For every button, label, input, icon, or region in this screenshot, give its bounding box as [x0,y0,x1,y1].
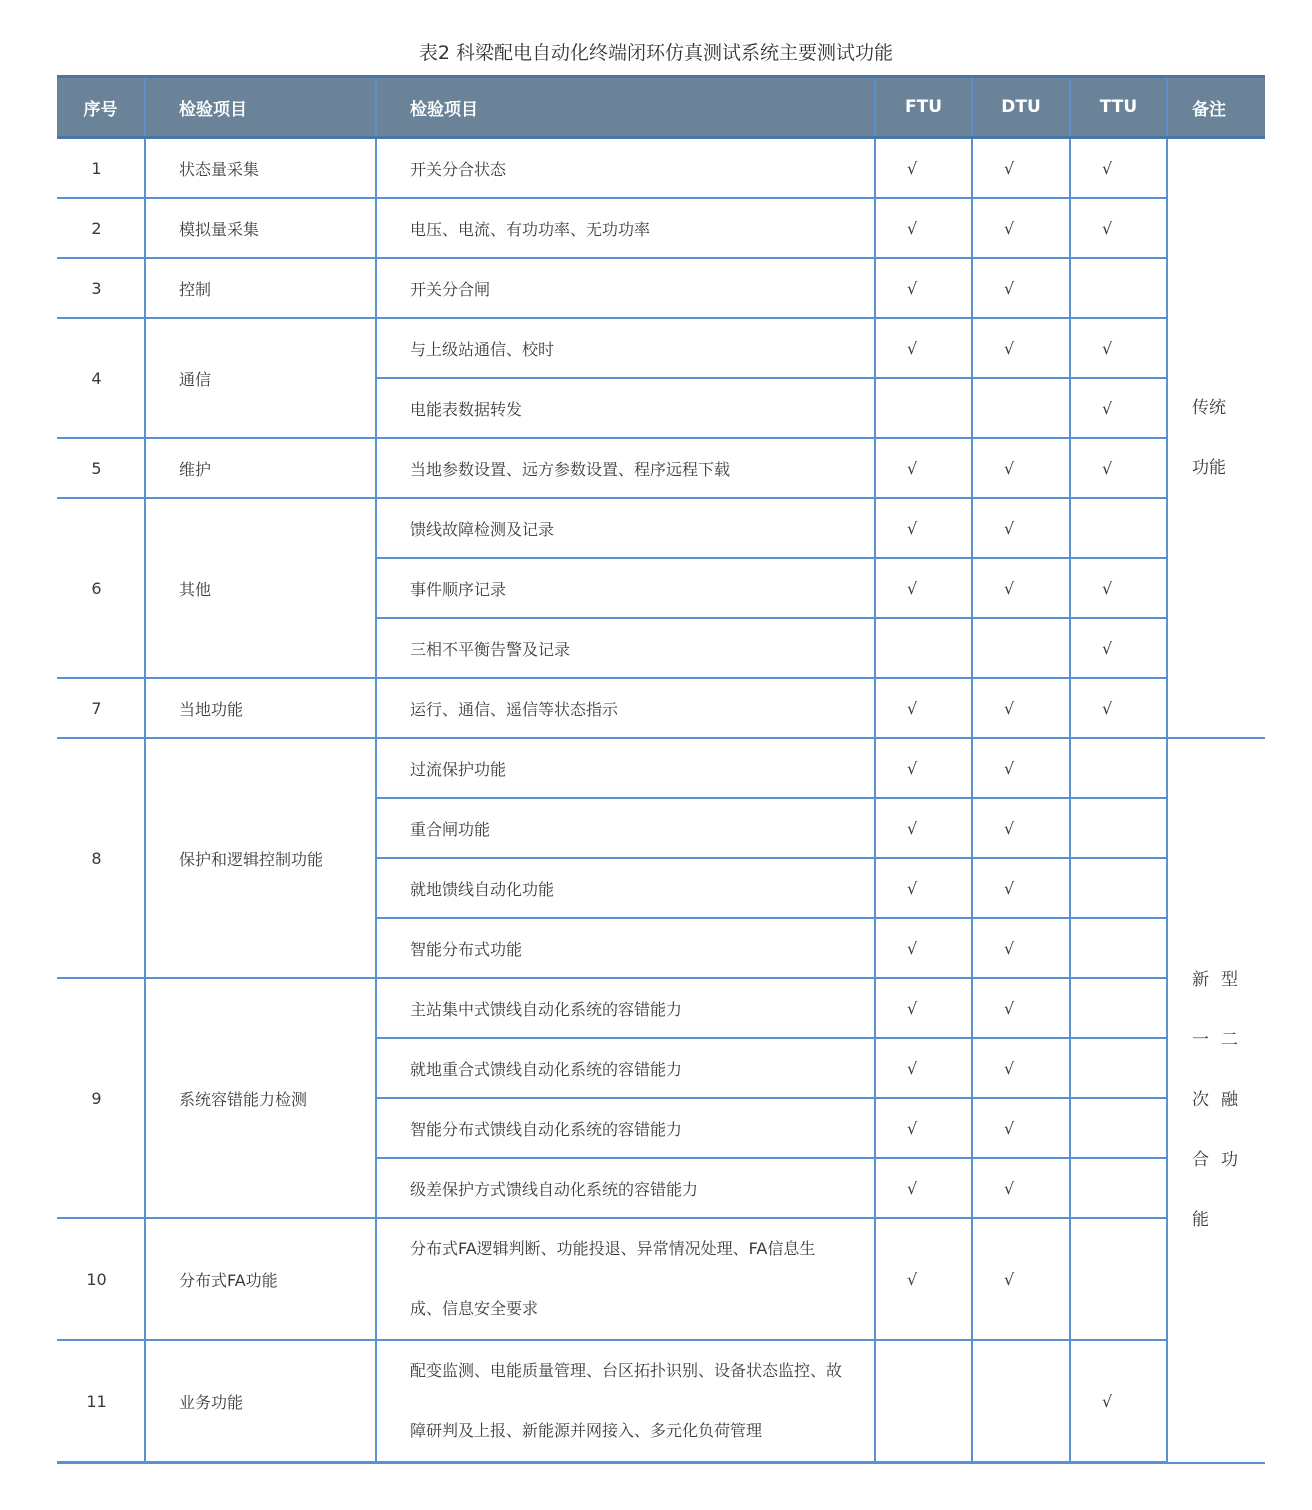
row-item: 通信 [145,318,376,438]
check-dtu: √ [972,1098,1070,1158]
check-ftu [875,378,972,438]
row-id: 9 [57,978,145,1218]
row-item: 业务功能 [145,1340,376,1463]
remark-line: 合功 [1192,1150,1250,1171]
table-row [57,978,1265,1038]
check-dtu: √ [972,558,1070,618]
header-remark: 备注 [1167,77,1265,138]
row-id: 4 [57,318,145,438]
check-ftu: √ [875,1218,972,1340]
row-detail: 与上级站通信、校时 [376,318,875,378]
remark-line: 次融 [1192,1090,1250,1111]
check-dtu: √ [972,978,1070,1038]
check-ttu: √ [1070,318,1167,378]
row-detail: 主站集中式馈线自动化系统的容错能力 [376,978,875,1038]
check-ftu: √ [875,1038,972,1098]
table-header-row [57,77,1265,138]
check-ftu: √ [875,318,972,378]
table-row [57,438,1265,498]
row-detail: 电压、电流、有功功率、无功功率 [376,198,875,258]
row-item: 维护 [145,438,376,498]
check-dtu: √ [972,738,1070,798]
check-ttu [1070,978,1167,1038]
row-item: 模拟量采集 [145,198,376,258]
check-ttu: √ [1070,678,1167,738]
check-ttu: √ [1070,438,1167,498]
row-id: 1 [57,138,145,199]
check-ftu: √ [875,738,972,798]
row-detail: 就地馈线自动化功能 [376,858,875,918]
row-item: 状态量采集 [145,138,376,199]
check-ftu: √ [875,918,972,978]
check-ttu [1070,1098,1167,1158]
row-id: 10 [57,1218,145,1340]
check-dtu: √ [972,138,1070,199]
check-ttu [1070,1218,1167,1340]
check-ftu: √ [875,438,972,498]
check-ftu: √ [875,678,972,738]
check-ttu: √ [1070,1340,1167,1463]
table-row [57,138,1265,199]
check-ftu: √ [875,1098,972,1158]
check-dtu [972,378,1070,438]
row-id: 6 [57,498,145,678]
check-ttu: √ [1070,618,1167,678]
check-ftu: √ [875,498,972,558]
row-id: 11 [57,1340,145,1463]
table-body [57,138,1265,1463]
row-detail: 分布式FA逻辑判断、功能投退、异常情况处理、FA信息生成、信息安全要求 [376,1218,875,1340]
remark-line: 新型 [1192,970,1250,991]
check-dtu: √ [972,678,1070,738]
check-dtu: √ [972,1158,1070,1218]
remark-line: 一二 [1192,1030,1250,1051]
table-row [57,258,1265,318]
check-dtu: √ [972,798,1070,858]
check-dtu: √ [972,258,1070,318]
check-ftu: √ [875,978,972,1038]
remark-line: 功能 [1192,458,1226,478]
table-row [57,498,1265,558]
check-ftu: √ [875,1158,972,1218]
remark-line: 能 [1192,1210,1221,1231]
header-dtu: DTU [972,77,1070,138]
row-detail: 配变监测、电能质量管理、台区拓扑识别、设备状态监控、故障研判及上报、新能源并网接入、多元化负荷管理 [376,1340,875,1463]
check-ttu [1070,498,1167,558]
row-id: 5 [57,438,145,498]
table-row [57,1340,1265,1463]
table-caption: 表2 科梁配电自动化终端闭环仿真测试系统主要测试功能 [418,42,894,64]
check-ftu: √ [875,858,972,918]
table-row [57,738,1265,798]
row-item: 控制 [145,258,376,318]
row-item: 保护和逻辑控制功能 [145,738,376,978]
test-function-table [57,75,1265,1464]
row-detail: 智能分布式馈线自动化系统的容错能力 [376,1098,875,1158]
check-ttu [1070,1158,1167,1218]
check-ttu [1070,258,1167,318]
row-id: 2 [57,198,145,258]
row-detail: 智能分布式功能 [376,918,875,978]
check-dtu: √ [972,1038,1070,1098]
check-dtu: √ [972,318,1070,378]
row-item: 分布式FA功能 [145,1218,376,1340]
row-detail: 就地重合式馈线自动化系统的容错能力 [376,1038,875,1098]
check-dtu: √ [972,858,1070,918]
row-detail: 电能表数据转发 [376,378,875,438]
row-item: 当地功能 [145,678,376,738]
check-dtu: √ [972,438,1070,498]
check-ftu [875,618,972,678]
check-ftu: √ [875,258,972,318]
remark-line: 传统 [1192,398,1226,418]
header-item: 检验项目 [145,77,376,138]
row-detail: 馈线故障检测及记录 [376,498,875,558]
check-ttu: √ [1070,378,1167,438]
row-detail: 过流保护功能 [376,738,875,798]
check-dtu: √ [972,498,1070,558]
check-ttu [1070,738,1167,798]
check-dtu: √ [972,198,1070,258]
check-ftu: √ [875,558,972,618]
check-ftu [875,1340,972,1463]
table-row [57,318,1265,378]
row-detail: 运行、通信、遥信等状态指示 [376,678,875,738]
check-ftu: √ [875,138,972,199]
check-ttu: √ [1070,138,1167,199]
header-ftu: FTU [875,77,972,138]
check-dtu: √ [972,918,1070,978]
row-detail: 重合闸功能 [376,798,875,858]
row-item: 系统容错能力检测 [145,978,376,1218]
row-detail: 开关分合状态 [376,138,875,199]
check-dtu: √ [972,1218,1070,1340]
remark-new [1167,738,1265,1463]
row-detail: 三相不平衡告警及记录 [376,618,875,678]
check-ttu [1070,798,1167,858]
check-ttu: √ [1070,198,1167,258]
row-detail: 开关分合闸 [376,258,875,318]
check-dtu [972,1340,1070,1463]
row-detail: 事件顺序记录 [376,558,875,618]
row-id: 3 [57,258,145,318]
check-ftu: √ [875,798,972,858]
check-dtu [972,618,1070,678]
check-ttu [1070,918,1167,978]
row-detail: 级差保护方式馈线自动化系统的容错能力 [376,1158,875,1218]
row-id: 8 [57,738,145,978]
row-detail: 当地参数设置、远方参数设置、程序远程下载 [376,438,875,498]
check-ftu: √ [875,198,972,258]
header-id: 序号 [57,77,145,138]
row-id: 7 [57,678,145,738]
row-item: 其他 [145,498,376,678]
table-row [57,678,1265,738]
check-ttu [1070,858,1167,918]
remark-traditional [1167,138,1265,739]
check-ttu [1070,1038,1167,1098]
table-row [57,1218,1265,1340]
table-row [57,198,1265,258]
header-ttu: TTU [1070,77,1167,138]
header-detail: 检验项目 [376,77,875,138]
check-ttu: √ [1070,558,1167,618]
